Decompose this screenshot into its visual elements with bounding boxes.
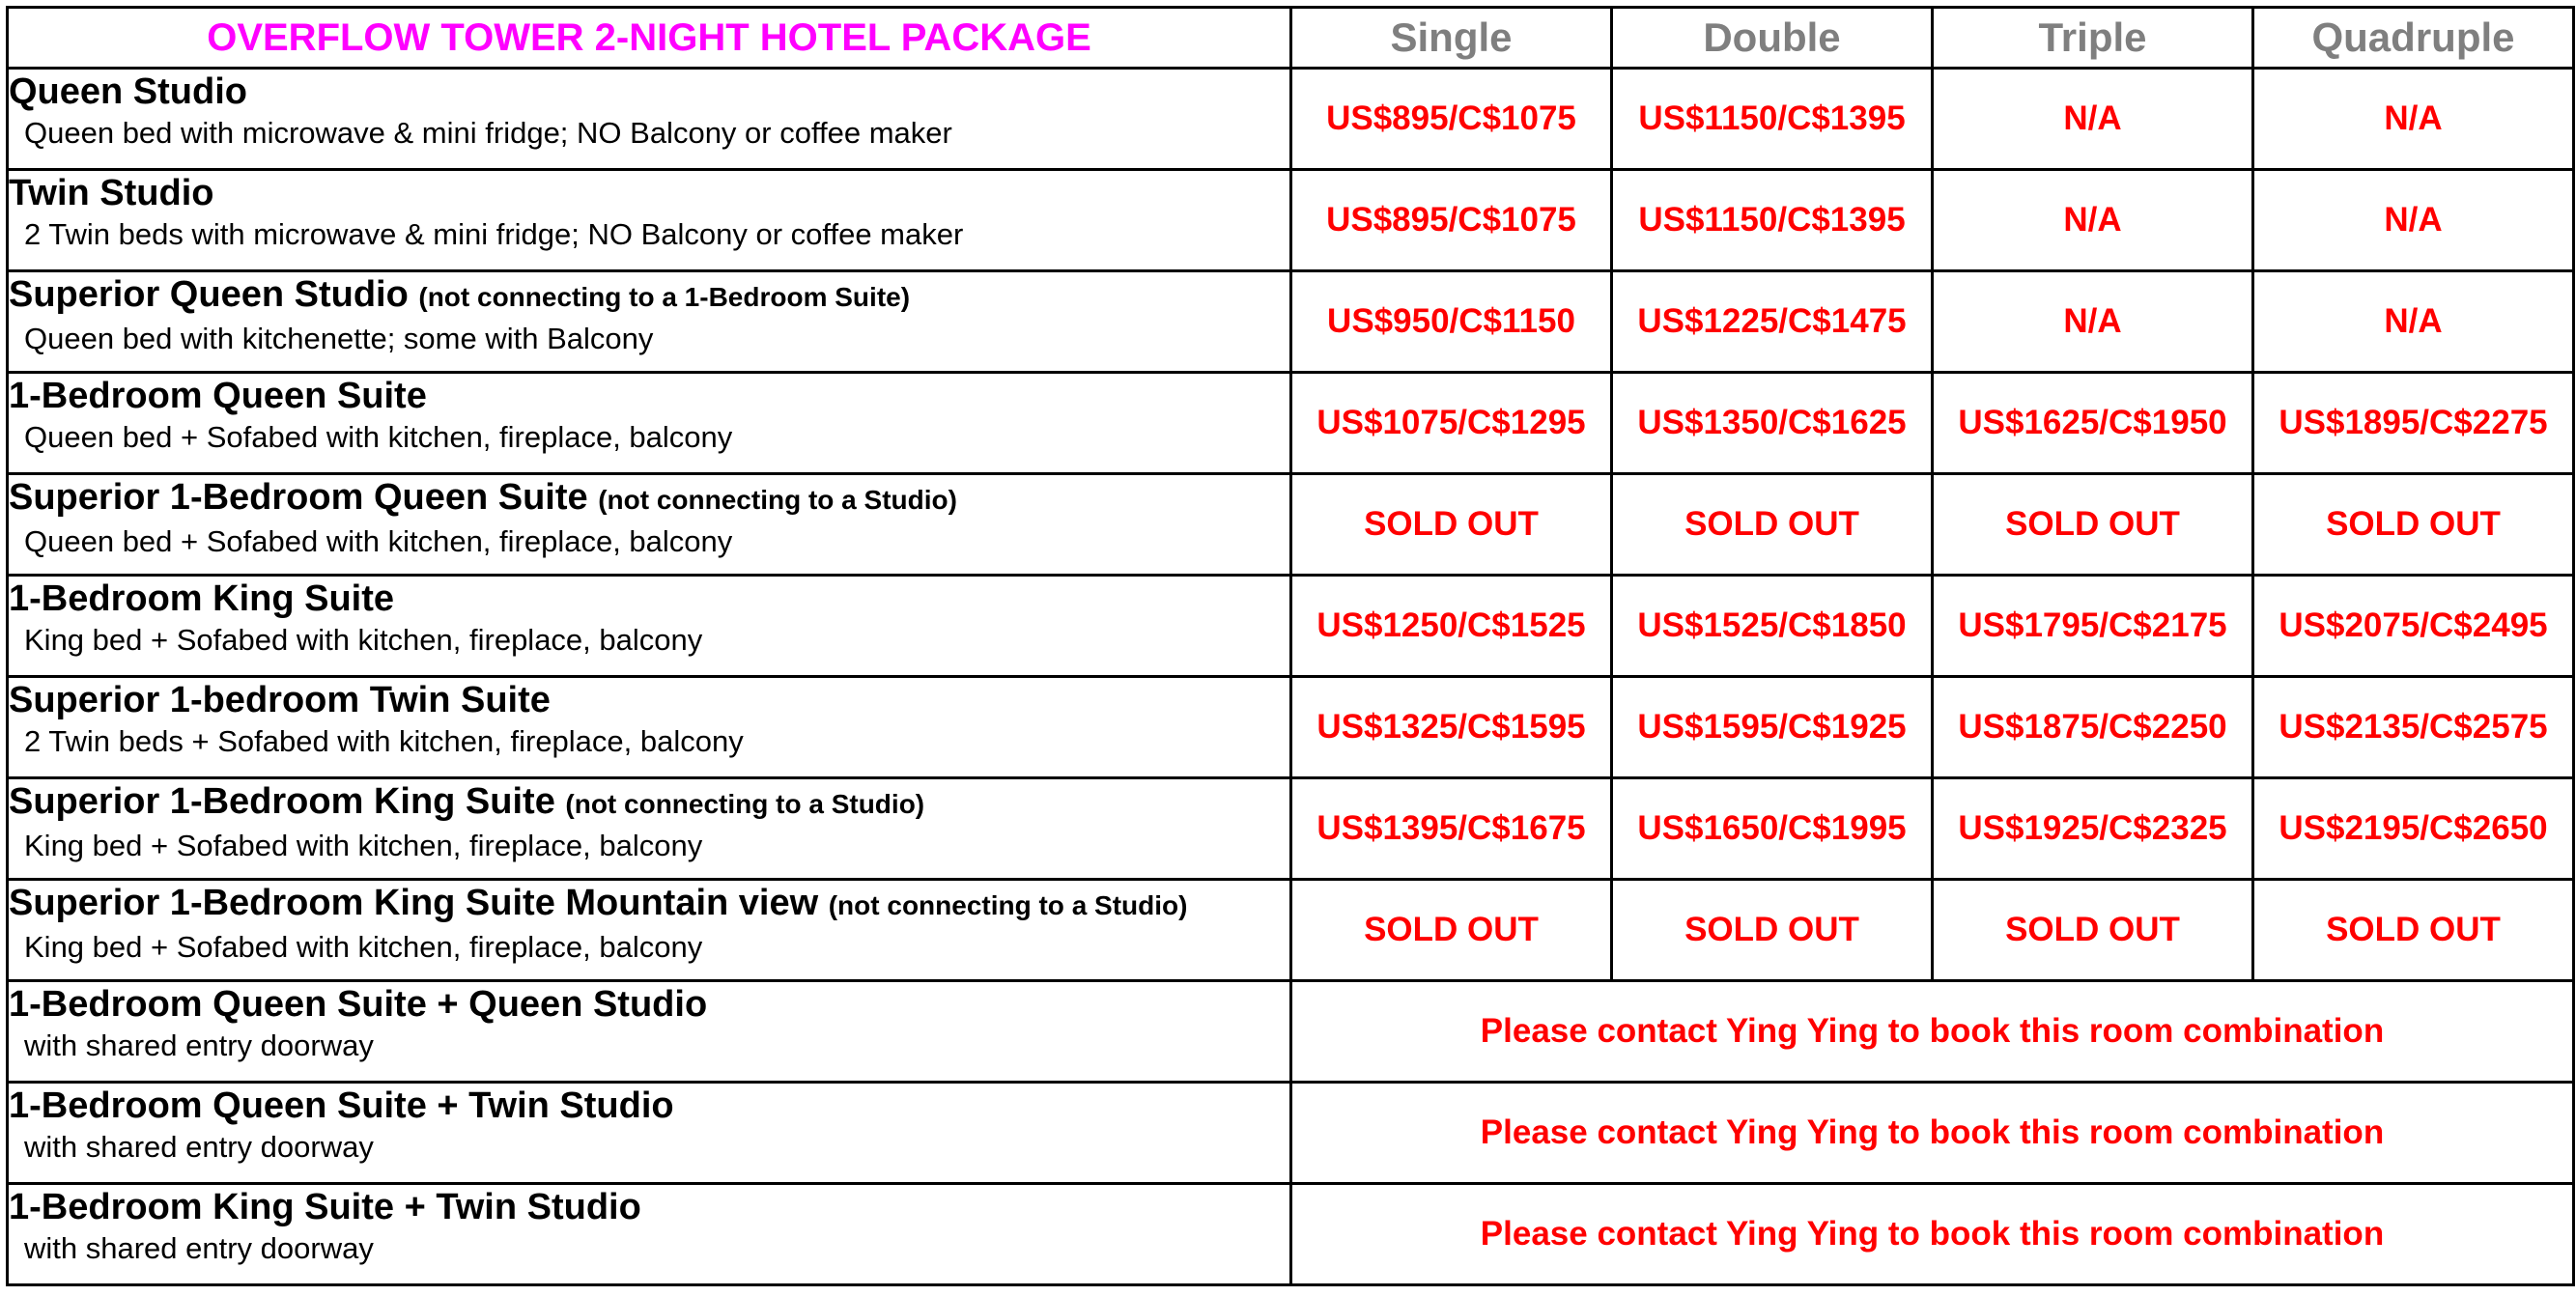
price-triple: SOLD OUT	[1933, 880, 2253, 981]
room-name-line	[9, 70, 1289, 114]
room-name: 1-Bedroom Queen Suite	[9, 376, 427, 416]
room-description-cell	[8, 69, 1291, 170]
price-single: US$1395/C$1675	[1291, 778, 1612, 880]
price-quadruple: US$2195/C$2650	[2253, 778, 2574, 880]
price-single: SOLD OUT	[1291, 880, 1612, 981]
price-double: US$1650/C$1995	[1612, 778, 1933, 880]
contact-message: Please contact Ying Ying to book this room combination	[1291, 1184, 2574, 1285]
price-single: US$1250/C$1525	[1291, 576, 1612, 677]
price-triple: US$1925/C$2325	[1933, 778, 2253, 880]
room-detail: 2 Twin beds with microwave & mini fridge; NO Balcony or coffee maker	[24, 217, 964, 251]
column-header-single: Single	[1291, 8, 1612, 69]
room-detail: with shared entry doorway	[24, 1231, 374, 1265]
combo-room-row	[8, 981, 2574, 1083]
room-description-cell	[8, 880, 1291, 981]
room-row	[8, 271, 2574, 373]
room-row	[8, 778, 2574, 880]
price-double: US$1350/C$1625	[1612, 373, 1933, 474]
room-description-cell	[8, 677, 1291, 778]
room-row	[8, 170, 2574, 271]
room-name-line	[9, 475, 1289, 522]
price-quadruple: N/A	[2253, 170, 2574, 271]
room-description-cell	[8, 170, 1291, 271]
column-header-double: Double	[1612, 8, 1933, 69]
room-name-line	[9, 678, 1289, 722]
price-double: US$1225/C$1475	[1612, 271, 1933, 373]
room-connection-note: (not connecting to a Studio)	[598, 485, 957, 515]
room-detail: with shared entry doorway	[24, 1130, 374, 1164]
room-name-line	[9, 171, 1289, 215]
price-triple: N/A	[1933, 271, 2253, 373]
price-triple: US$1875/C$2250	[1933, 677, 2253, 778]
room-name: Superior 1-Bedroom Queen Suite	[9, 477, 588, 518]
price-double: SOLD OUT	[1612, 474, 1933, 576]
room-row	[8, 69, 2574, 170]
room-detail: King bed + Sofabed with kitchen, fireplace, balcony	[24, 623, 703, 657]
price-triple: US$1625/C$1950	[1933, 373, 2253, 474]
room-name: Queen Studio	[9, 71, 247, 112]
price-double: US$1595/C$1925	[1612, 677, 1933, 778]
room-connection-note: (not connecting to a Studio)	[828, 890, 1188, 920]
room-detail: Queen bed with kitchenette; some with Balcony	[24, 322, 654, 355]
room-description-cell	[8, 474, 1291, 576]
room-detail: Queen bed with microwave & mini fridge; NO Balcony or coffee maker	[24, 116, 952, 150]
price-single: US$895/C$1075	[1291, 69, 1612, 170]
room-detail: Queen bed + Sofabed with kitchen, fireplace, balcony	[24, 524, 733, 558]
price-single: US$950/C$1150	[1291, 271, 1612, 373]
room-name: Superior 1-bedroom Twin Suite	[9, 680, 551, 720]
price-single: US$1075/C$1295	[1291, 373, 1612, 474]
room-name: 1-Bedroom King Suite	[9, 578, 395, 619]
room-description-cell	[8, 1184, 1291, 1285]
room-name-line	[9, 881, 1289, 928]
price-triple: SOLD OUT	[1933, 474, 2253, 576]
price-quadruple: US$1895/C$2275	[2253, 373, 2574, 474]
room-description-cell	[8, 576, 1291, 677]
room-row	[8, 576, 2574, 677]
hotel-package-table	[6, 6, 2575, 1286]
room-description-cell	[8, 778, 1291, 880]
room-description-cell	[8, 981, 1291, 1083]
header-row	[8, 8, 2574, 69]
room-name-line	[9, 272, 1289, 320]
room-row	[8, 474, 2574, 576]
room-name: 1-Bedroom King Suite + Twin Studio	[9, 1187, 641, 1227]
room-name: Twin Studio	[9, 173, 214, 213]
room-name-line	[9, 577, 1289, 621]
room-detail: King bed + Sofabed with kitchen, fireplace, balcony	[24, 930, 703, 964]
room-description-cell	[8, 1083, 1291, 1184]
room-name: 1-Bedroom Queen Suite + Queen Studio	[9, 984, 708, 1025]
price-triple: US$1795/C$2175	[1933, 576, 2253, 677]
contact-message: Please contact Ying Ying to book this room combination	[1291, 981, 2574, 1083]
room-name-line	[9, 779, 1289, 827]
room-name: Superior 1-Bedroom King Suite	[9, 781, 555, 822]
room-detail: 2 Twin beds + Sofabed with kitchen, fireplace, balcony	[24, 724, 744, 758]
package-title: OVERFLOW TOWER 2-NIGHT HOTEL PACKAGE	[8, 8, 1291, 69]
room-connection-note: (not connecting to a Studio)	[565, 789, 925, 819]
price-quadruple: US$2075/C$2495	[2253, 576, 2574, 677]
price-triple: N/A	[1933, 69, 2253, 170]
room-description-cell	[8, 271, 1291, 373]
combo-room-row	[8, 1083, 2574, 1184]
price-double: US$1525/C$1850	[1612, 576, 1933, 677]
column-header-quadruple: Quadruple	[2253, 8, 2574, 69]
room-connection-note: (not connecting to a 1-Bedroom Suite)	[418, 282, 911, 312]
price-quadruple: SOLD OUT	[2253, 474, 2574, 576]
room-row	[8, 677, 2574, 778]
price-double: SOLD OUT	[1612, 880, 1933, 981]
room-name: 1-Bedroom Queen Suite + Twin Studio	[9, 1085, 674, 1126]
price-double: US$1150/C$1395	[1612, 170, 1933, 271]
room-detail: King bed + Sofabed with kitchen, fireplace, balcony	[24, 829, 703, 862]
price-single: SOLD OUT	[1291, 474, 1612, 576]
contact-message: Please contact Ying Ying to book this room combination	[1291, 1083, 2574, 1184]
price-quadruple: N/A	[2253, 271, 2574, 373]
price-double: US$1150/C$1395	[1612, 69, 1933, 170]
room-detail: Queen bed + Sofabed with kitchen, fireplace, balcony	[24, 420, 733, 454]
room-row	[8, 373, 2574, 474]
price-single: US$1325/C$1595	[1291, 677, 1612, 778]
room-name-line	[9, 374, 1289, 418]
room-detail: with shared entry doorway	[24, 1028, 374, 1062]
room-name: Superior Queen Studio	[9, 274, 409, 315]
price-quadruple: US$2135/C$2575	[2253, 677, 2574, 778]
price-quadruple: N/A	[2253, 69, 2574, 170]
price-quadruple: SOLD OUT	[2253, 880, 2574, 981]
room-row	[8, 880, 2574, 981]
price-single: US$895/C$1075	[1291, 170, 1612, 271]
price-triple: N/A	[1933, 170, 2253, 271]
room-name: Superior 1-Bedroom King Suite Mountain view	[9, 883, 819, 923]
column-header-triple: Triple	[1933, 8, 2253, 69]
combo-room-row	[8, 1184, 2574, 1285]
room-description-cell	[8, 373, 1291, 474]
